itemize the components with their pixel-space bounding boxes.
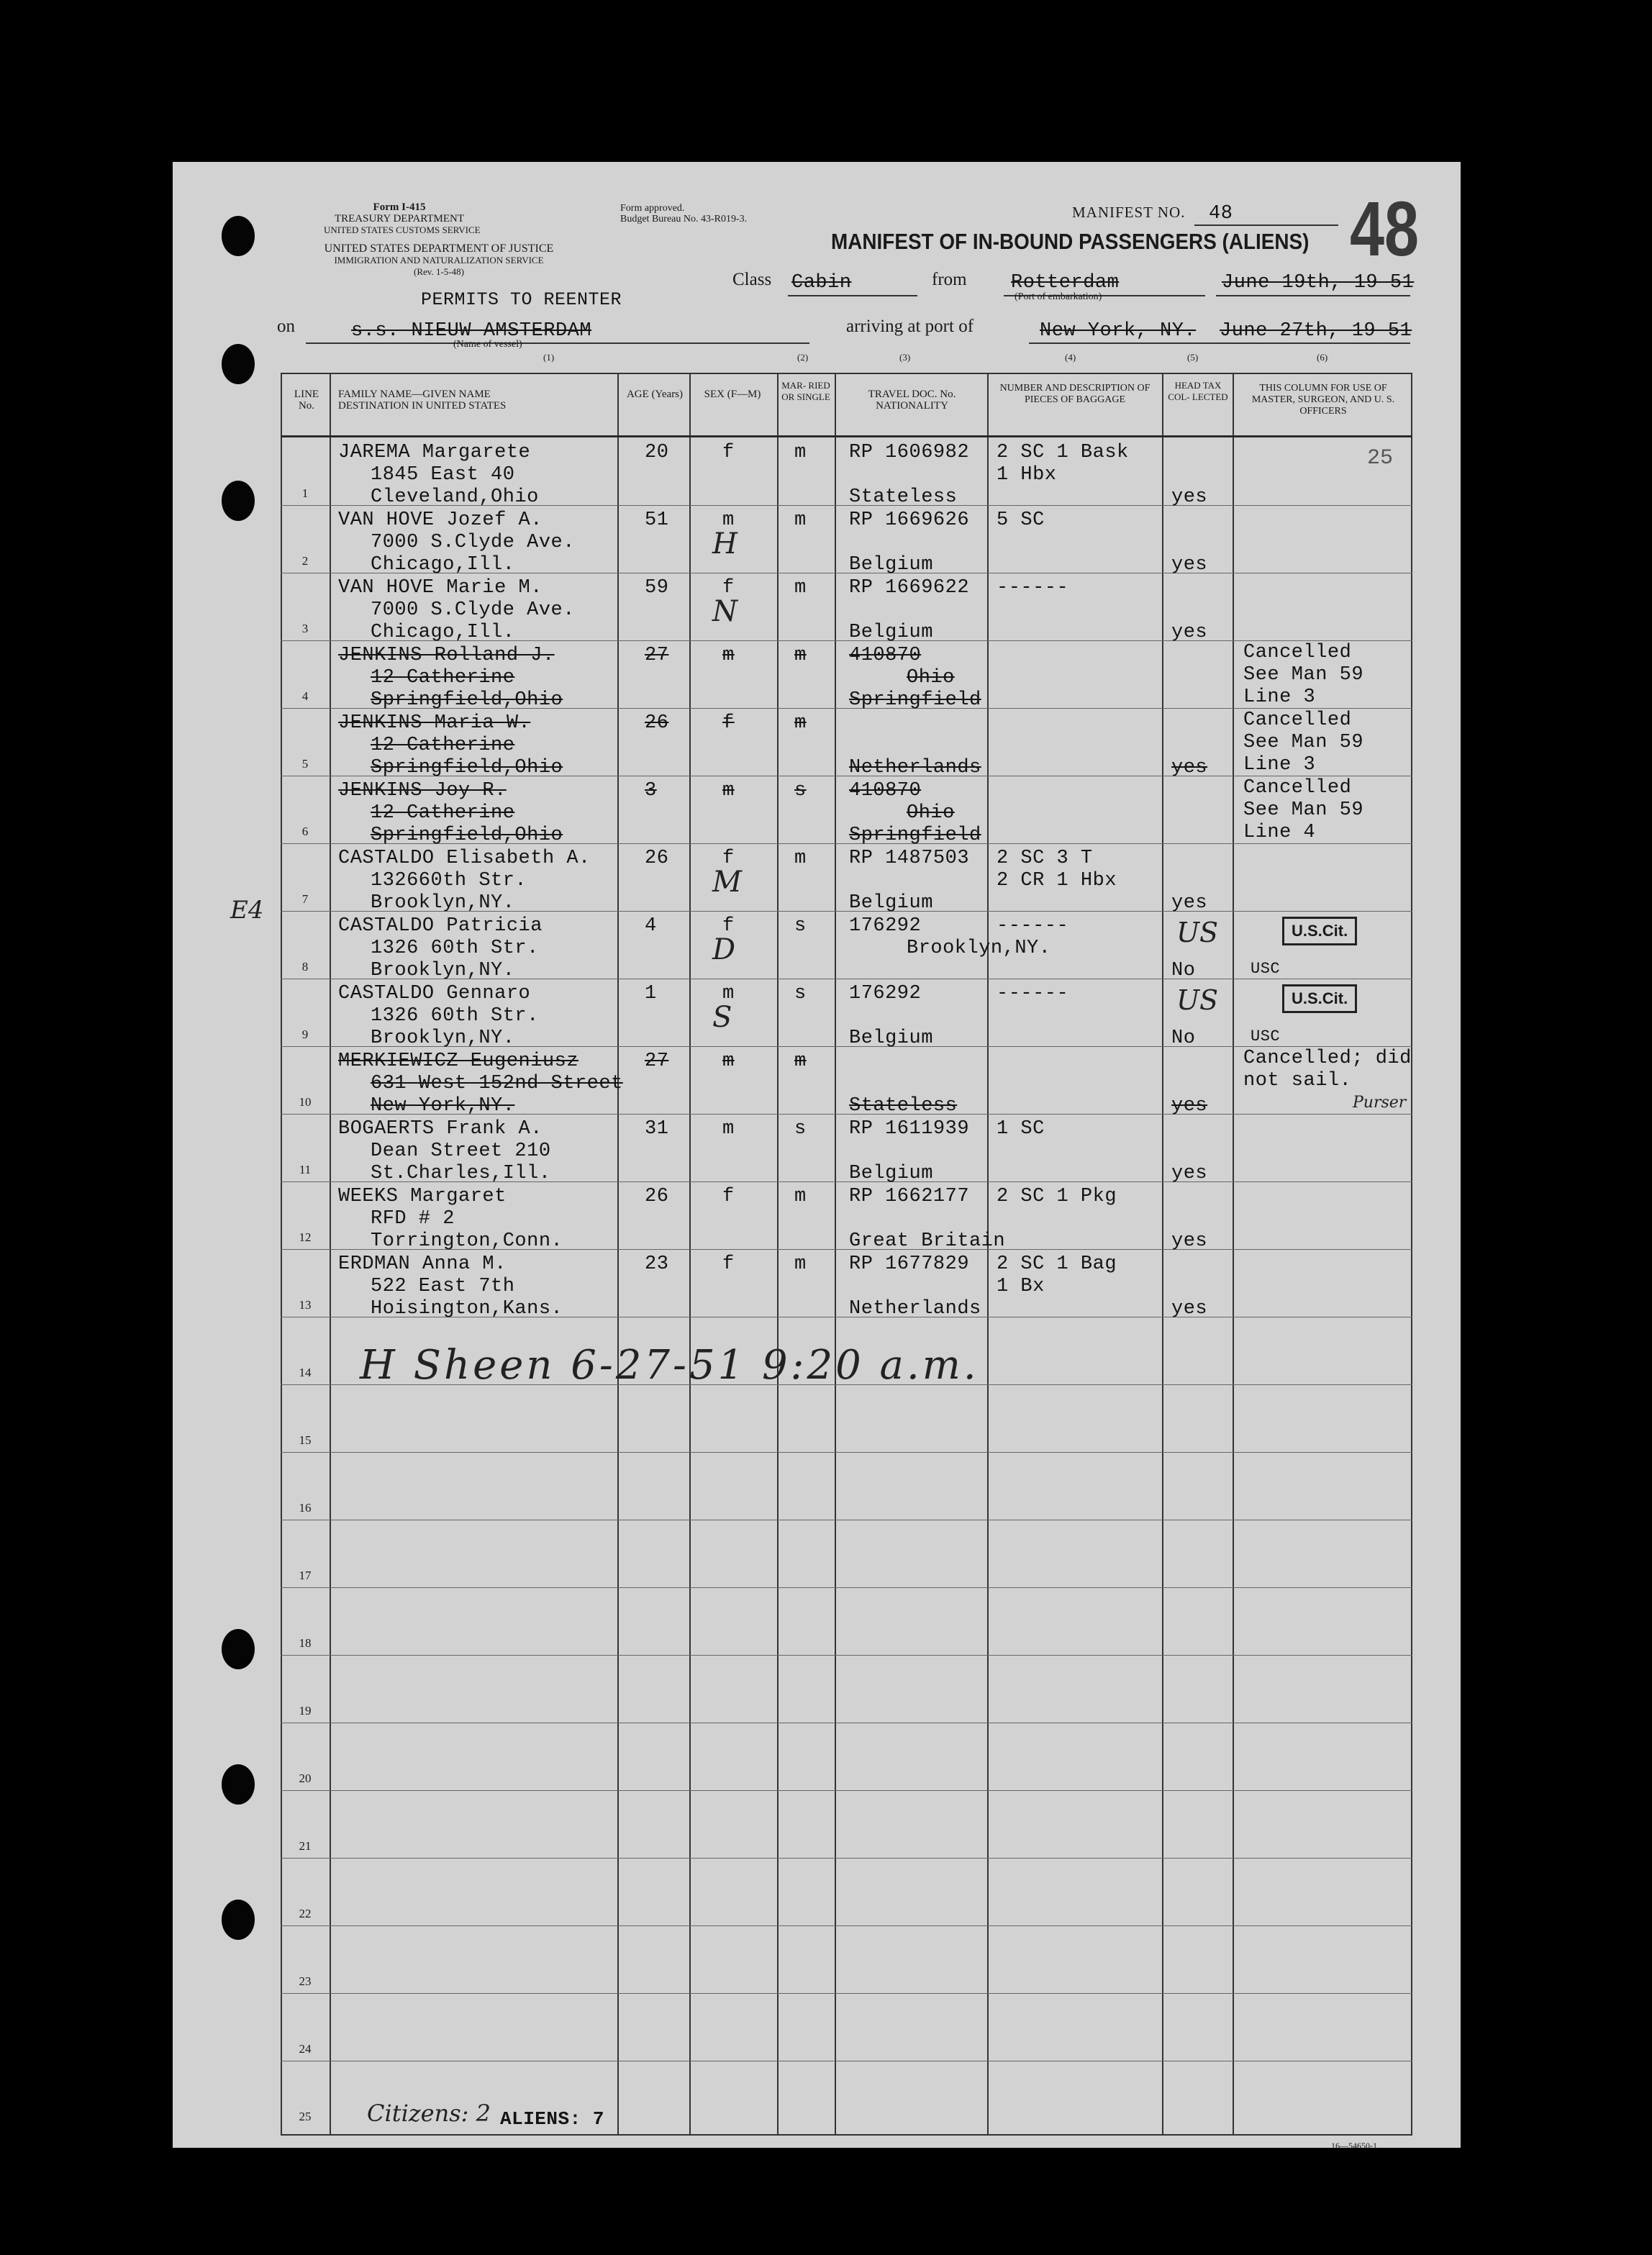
margin-mark: E4 [230,896,264,925]
row-rule [281,1452,1412,1453]
passenger-sex: m [722,780,735,802]
passenger-name-line: 1326 60th Str. [371,938,539,959]
passenger-sex: f [722,848,735,869]
page-title: MANIFEST OF IN-BOUND PASSENGERS (ALIENS) [831,229,1310,254]
travel-doc-number: RP 1669622 [849,577,970,599]
passenger-sex: m [722,1118,735,1140]
travel-doc-number: RP 1606982 [849,442,970,463]
line-number: 2 [301,554,309,568]
col-divider [987,373,989,2136]
line-number: 15 [299,1433,312,1447]
passenger-sex: m [722,1051,735,1072]
travel-doc-number: RP 1611939 [849,1118,970,1140]
head-tax-collected: No [1171,960,1196,981]
baggage-description: 1 Bx [997,1276,1045,1297]
passenger-name-line: 7000 S.Clyde Ave. [371,599,575,621]
handwritten-sex-mark: N [712,595,738,628]
col-divider [330,373,331,2136]
passenger-name-line: MERKIEWICZ Eugeniusz [338,1051,579,1072]
line-number: 5 [301,757,309,771]
citizens-count: Citizens: 2 [367,2100,491,2127]
passenger-sex: f [722,1253,735,1275]
passenger-marital-status: m [794,577,807,599]
passenger-sex: f [722,1186,735,1207]
line-number: 24 [299,2042,312,2056]
vessel-caption: (Name of vessel) [453,339,522,350]
handwritten-sex-mark: M [712,866,742,899]
arriving-label: arriving at port of [846,317,974,336]
passenger-name-line: St.Charles,Ill. [371,1163,551,1184]
passenger-sex: f [722,442,735,463]
passenger-name-line: CASTALDO Patricia [338,915,543,937]
passenger-age: 31 [645,1118,669,1140]
passenger-name-line: JENKINS Maria W. [338,712,531,734]
punch-hole [222,1900,255,1940]
passenger-name-line: RFD # 2 [371,1208,455,1230]
passenger-name-line: JENKINS Joy R. [338,780,507,802]
travel-doc-extra: Ohio [907,802,955,824]
form-code: 16—54650-1 [1331,2141,1377,2151]
passenger-name-line: WEEKS Margaret [338,1186,507,1207]
passenger-name-line: Springfield,Ohio [371,825,563,846]
passenger-marital-status: s [794,1118,807,1140]
passenger-nationality: Belgium [849,892,933,914]
col-number-2: (2) [797,352,809,363]
officer-remark: Cancelled; did [1243,1048,1412,1069]
passenger-name-line: CASTALDO Gennaro [338,983,531,1004]
aliens-count: ALIENS: 7 [500,2108,604,2130]
punch-hole [222,344,255,384]
passenger-marital-status: s [794,780,807,802]
line-number: 16 [299,1501,312,1515]
officer-remark: Cancelled [1243,642,1352,663]
line-number: 17 [299,1569,312,1582]
passenger-nationality: Great Britain [849,1230,1006,1252]
col-header-head-tax: HEAD TAX COL- LECTED [1168,380,1228,402]
line-number: 10 [299,1095,312,1109]
travel-doc-number: 410870 [849,780,922,802]
col-divider [1162,373,1163,2136]
passenger-marital-status: m [794,1186,807,1207]
line-number: 1 [301,486,309,500]
passenger-name-line: VAN HOVE Marie M. [338,577,543,599]
line-number: 20 [299,1771,312,1785]
passenger-nationality: Springfield [849,825,981,846]
head-tax-collected: yes [1171,554,1208,576]
travel-doc-number: 176292 [849,915,922,937]
passenger-sex: m [722,983,735,1004]
row-rule [281,1655,1412,1656]
officer-remark: Line 3 [1243,686,1316,708]
head-tax-collected: yes [1171,1163,1208,1184]
passenger-name-line: Torrington,Conn. [371,1230,563,1252]
purser-label: Purser [1353,1094,1407,1112]
line-number: 22 [299,1907,312,1920]
col-divider [835,373,836,2136]
travel-doc-extra: Brooklyn,NY. [907,938,1051,959]
passenger-name-line: Dean Street 210 [371,1140,551,1162]
passenger-name-line: 7000 S.Clyde Ave. [371,532,575,553]
passenger-age: 27 [645,1051,669,1072]
punch-hole [222,216,255,256]
col-divider [1233,373,1234,2136]
class-label: Class [732,270,772,289]
head-tax-collected: yes [1171,757,1208,779]
passenger-name-line: Springfield,Ohio [371,757,563,779]
handwritten-sex-mark: S [712,1001,732,1034]
line-number: 7 [301,892,309,906]
line-number: 18 [299,1636,312,1650]
col-divider [689,373,691,2136]
from-date-underline [1216,295,1410,296]
row-rule [281,1587,1412,1588]
head-tax-collected: No [1171,1027,1196,1049]
passenger-age: 1 [645,983,657,1004]
head-tax-collected: yes [1171,1298,1208,1320]
officer-remark: See Man 59 [1243,799,1364,821]
vessel-name: s.s. NIEUW AMSTERDAM [351,320,592,342]
passenger-nationality: Stateless [849,486,958,508]
usc-annotation: USC [1251,1027,1281,1045]
passenger-age: 59 [645,577,669,599]
col-number-1: (1) [543,352,555,363]
arrival-port-underline [1029,342,1223,344]
form-number-block: Form I-415 TREASURY DEPARTMENT UNITED STATES CUSTOMS SERVICE [324,201,481,235]
officer-remark: Cancelled [1243,709,1352,731]
passenger-marital-status: m [794,1051,807,1072]
baggage-description: 2 SC 3 T [997,848,1093,869]
travel-doc-number: RP 1669626 [849,509,970,531]
passenger-age: 26 [645,1186,669,1207]
passenger-name-line: Brooklyn,NY. [371,892,515,914]
handwritten-sex-mark: H [712,527,738,561]
head-tax-collected: yes [1171,622,1208,643]
col-header-sex: SEX (F—M) [704,389,761,400]
passenger-marital-status: s [794,983,807,1004]
col-header-officers: THIS COLUMN FOR USE OF MASTER, SURGEON, AND U. S. OFFICERS [1251,383,1395,417]
col-number-6: (6) [1317,352,1328,363]
passenger-name-line: 12 Catherine [371,802,515,824]
baggage-description: 2 CR 1 Hbx [997,870,1117,891]
passenger-name-line: Hoisington,Kans. [371,1298,563,1320]
from-label: from [932,270,967,289]
col-header-line-no: LINE No. [294,389,319,412]
us-citizen-stamp: U.S.Cit. [1282,984,1357,1013]
passenger-marital-status: m [794,712,807,734]
arrival-date: June 27th, 19 51 [1220,320,1412,342]
vessel-underline [306,342,809,344]
passenger-sex: f [722,577,735,599]
row-rule [281,1925,1412,1926]
passenger-name-line: Cleveland,Ohio [371,486,539,508]
travel-doc-extra: Ohio [907,667,955,689]
passenger-name-line: Brooklyn,NY. [371,960,515,981]
passenger-name-line: 132660th Str. [371,870,527,891]
col-header-age: AGE (Years) [626,389,684,400]
passenger-name-line: Springfield,Ohio [371,689,563,711]
department-block: UNITED STATES DEPARTMENT OF JUSTICE IMMIGRATION AND NATURALIZATION SERVICE (Rev. 1-5-48) [324,242,554,277]
inspector-signature: H Sheen 6-27-51 9:20 a.m. [360,1342,979,1389]
col-divider [777,373,779,2136]
passenger-age: 23 [645,1253,669,1275]
col-divider [617,373,619,2136]
form-approved-note: Form approved. Budget Bureau No. 43-R019-3. [620,203,748,224]
row-rule [281,1993,1412,1994]
row-rule [281,1858,1412,1859]
head-tax-collected: yes [1171,892,1208,914]
baggage-description: 2 SC 1 Bask [997,442,1129,463]
passenger-sex: f [722,915,735,937]
line-number: 23 [299,1974,312,1988]
punch-hole [222,1764,255,1805]
line-number: 14 [299,1366,312,1379]
passenger-nationality: Springfield [849,689,981,711]
row-rule [281,1790,1412,1791]
line-number: 19 [299,1704,312,1718]
passenger-sex: m [722,509,735,531]
travel-doc-number: 410870 [849,645,922,666]
head-tax-handwritten: US [1176,917,1219,948]
passenger-name-line: 1845 East 40 [371,464,515,486]
travel-doc-number: RP 1487503 [849,848,970,869]
passenger-marital-status: s [794,915,807,937]
passenger-nationality: Netherlands [849,1298,981,1320]
passenger-nationality: Belgium [849,1163,933,1184]
col-header-baggage: NUMBER AND DESCRIPTION OF PIECES OF BAGGAGE [999,383,1150,405]
passenger-age: 20 [645,442,669,463]
col-header-married: MAR- RIED OR SINGLE [781,380,830,402]
officer-remark: Cancelled [1243,777,1352,799]
passenger-name-line: CASTALDO Elisabeth A. [338,848,591,869]
class-underline [788,295,917,296]
permits-note: PERMITS TO REENTER [421,289,622,310]
officer-remark: Line 4 [1243,822,1316,843]
line-number: 12 [299,1230,312,1244]
col-number-4: (4) [1065,352,1076,363]
travel-doc-number: 176292 [849,983,922,1004]
header-rule [281,435,1412,437]
passenger-nationality: Belgium [849,1027,933,1049]
arrival-port: New York, NY. [1040,320,1197,342]
travel-doc-number: RP 1677829 [849,1253,970,1275]
manifest-no-label: MANIFEST NO. [1072,204,1186,221]
passenger-sex: m [722,645,735,666]
passenger-age: 4 [645,915,657,937]
line-number: 25 [299,2110,312,2123]
handwritten-sex-mark: D [712,933,736,966]
passenger-name-line: JAREMA Margarete [338,442,531,463]
line-number: 3 [301,622,309,635]
baggage-description: 1 SC [997,1118,1045,1140]
passenger-name-line: 1326 60th Str. [371,1005,539,1027]
passenger-nationality: Netherlands [849,757,981,779]
manifest-no-underline [1194,224,1338,226]
passenger-name-line: JENKINS Rolland J. [338,645,555,666]
baggage-description: 5 SC [997,509,1045,531]
baggage-description: ------ [997,577,1069,599]
head-tax-collected: yes [1171,1230,1208,1252]
passenger-name-line: Chicago,Ill. [371,622,515,643]
col-number-5: (5) [1187,352,1199,363]
line-number: 4 [301,689,309,703]
manifest-stamp-number: 48 [1350,185,1420,272]
passenger-marital-status: m [794,442,807,463]
from-date: June 19th, 19 51 [1222,272,1415,294]
usc-annotation: USC [1251,960,1281,978]
officer-remark: See Man 59 [1243,732,1364,753]
col-number-3: (3) [899,352,911,363]
officer-remark: Line 3 [1243,754,1316,776]
passenger-age: 27 [645,645,669,666]
head-tax-collected: yes [1171,486,1208,508]
passenger-nationality: Stateless [849,1095,958,1117]
line-number: 6 [301,825,309,838]
passenger-name-line: 12 Catherine [371,667,515,689]
passenger-nationality: Belgium [849,554,933,576]
passenger-nationality: Belgium [849,622,933,643]
col-header-travel-doc: TRAVEL DOC. No. NATIONALITY [868,389,956,412]
passenger-marital-status: m [794,1253,807,1275]
page-count-number: 25 [1367,446,1394,471]
baggage-description: 1 Hbx [997,464,1057,486]
passenger-name-line: Brooklyn,NY. [371,1027,515,1049]
line-number: 11 [299,1163,312,1176]
officer-remark: See Man 59 [1243,664,1364,686]
baggage-description: 2 SC 1 Bag [997,1253,1117,1275]
manifest-no-value: 48 [1209,203,1233,224]
line-number: 21 [299,1839,312,1853]
arrival-date-underline [1216,342,1410,344]
baggage-description: ------ [997,983,1069,1004]
passenger-sex: f [722,712,735,734]
passenger-name-line: ERDMAN Anna M. [338,1253,507,1275]
passenger-name-line: BOGAERTS Frank A. [338,1118,543,1140]
port-embark-caption: (Port of embarkation) [1015,291,1102,302]
us-citizen-stamp: U.S.Cit. [1282,917,1357,945]
baggage-description: 2 SC 1 Pkg [997,1186,1117,1207]
passenger-name-line: VAN HOVE Jozef A. [338,509,543,531]
passenger-name-line: New York,NY. [371,1095,515,1117]
passenger-name-line: Chicago,Ill. [371,554,515,576]
passenger-age: 26 [645,848,669,869]
passenger-age: 26 [645,712,669,734]
passenger-marital-status: m [794,645,807,666]
line-number: 13 [299,1298,312,1312]
class-value: Cabin [791,272,852,294]
punch-hole [222,481,255,521]
travel-doc-number: RP 1662177 [849,1186,970,1207]
passenger-age: 51 [645,509,669,531]
passenger-name-line: 12 Catherine [371,735,515,756]
col-header-name: FAMILY NAME—GIVEN NAME DESTINATION IN UNITED STATES [338,389,507,412]
on-label: on [277,317,295,336]
officer-remark: not sail. [1243,1070,1352,1092]
passenger-marital-status: m [794,848,807,869]
passenger-name-line: 522 East 7th [371,1276,515,1297]
line-number: 8 [301,960,309,974]
line-number: 9 [301,1027,309,1041]
head-tax-collected: yes [1171,1095,1208,1117]
head-tax-handwritten: US [1176,984,1219,1016]
passenger-age: 3 [645,780,657,802]
from-value: Rotterdam [1011,272,1120,294]
passenger-marital-status: m [794,509,807,531]
baggage-description: ------ [997,915,1069,937]
passenger-name-line: 631 West 152nd Street [371,1073,623,1094]
punch-hole [222,1629,255,1669]
